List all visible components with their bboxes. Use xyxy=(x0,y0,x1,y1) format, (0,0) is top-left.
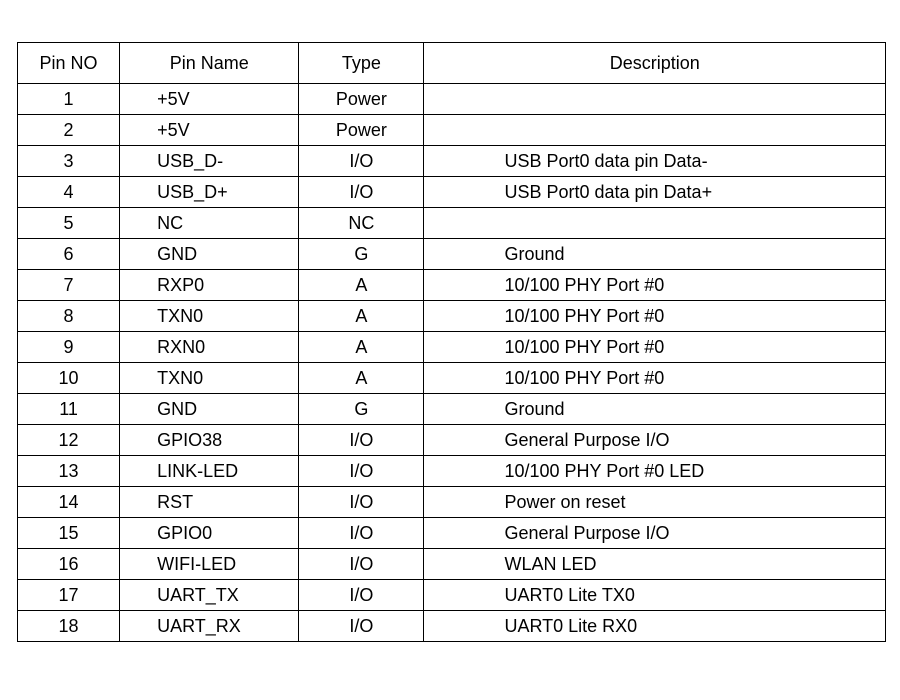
cell-type: I/O xyxy=(299,456,424,487)
table-row xyxy=(18,456,886,487)
cell-pin-name: +5V xyxy=(120,84,299,115)
header-row xyxy=(18,43,886,84)
cell-pin-no: 18 xyxy=(18,611,120,642)
table-row xyxy=(18,549,886,580)
cell-pin-no: 2 xyxy=(18,115,120,146)
header-description: Description xyxy=(424,43,886,84)
cell-type: A xyxy=(299,301,424,332)
cell-description xyxy=(424,115,886,146)
cell-description: UART0 Lite TX0 xyxy=(424,580,886,611)
cell-pin-name: NC xyxy=(120,208,299,239)
cell-pin-no: 3 xyxy=(18,146,120,177)
cell-pin-no: 16 xyxy=(18,549,120,580)
table-row xyxy=(18,518,886,549)
header-type: Type xyxy=(299,43,424,84)
table-row xyxy=(18,611,886,642)
cell-pin-no: 6 xyxy=(18,239,120,270)
cell-type: A xyxy=(299,363,424,394)
cell-pin-name: GND xyxy=(120,394,299,425)
cell-description: General Purpose I/O xyxy=(424,425,886,456)
table-row xyxy=(18,239,886,270)
cell-type: I/O xyxy=(299,487,424,518)
header-pin-no: Pin NO xyxy=(18,43,120,84)
cell-description: USB Port0 data pin Data+ xyxy=(424,177,886,208)
cell-pin-no: 13 xyxy=(18,456,120,487)
cell-type: G xyxy=(299,239,424,270)
cell-description: 10/100 PHY Port #0 xyxy=(424,332,886,363)
pin-table xyxy=(17,42,886,642)
table-row xyxy=(18,177,886,208)
table-row xyxy=(18,84,886,115)
cell-description: 10/100 PHY Port #0 xyxy=(424,301,886,332)
cell-type: A xyxy=(299,332,424,363)
cell-description: Power on reset xyxy=(424,487,886,518)
table-row xyxy=(18,487,886,518)
table-row xyxy=(18,363,886,394)
cell-description: UART0 Lite RX0 xyxy=(424,611,886,642)
cell-pin-no: 11 xyxy=(18,394,120,425)
cell-pin-no: 12 xyxy=(18,425,120,456)
table-row xyxy=(18,394,886,425)
cell-type: I/O xyxy=(299,611,424,642)
cell-pin-name: GPIO0 xyxy=(120,518,299,549)
cell-type: NC xyxy=(299,208,424,239)
cell-description: Ground xyxy=(424,394,886,425)
cell-pin-name: RXN0 xyxy=(120,332,299,363)
cell-type: I/O xyxy=(299,549,424,580)
cell-pin-name: UART_RX xyxy=(120,611,299,642)
cell-pin-name: TXN0 xyxy=(120,363,299,394)
cell-pin-name: GND xyxy=(120,239,299,270)
cell-pin-name: RST xyxy=(120,487,299,518)
cell-description: USB Port0 data pin Data- xyxy=(424,146,886,177)
cell-type: Power xyxy=(299,115,424,146)
cell-description xyxy=(424,208,886,239)
cell-description: WLAN LED xyxy=(424,549,886,580)
cell-type: G xyxy=(299,394,424,425)
header-pin-name: Pin Name xyxy=(120,43,299,84)
cell-type: I/O xyxy=(299,580,424,611)
cell-pin-name: USB_D- xyxy=(120,146,299,177)
cell-pin-no: 8 xyxy=(18,301,120,332)
table-row xyxy=(18,580,886,611)
cell-description xyxy=(424,84,886,115)
cell-pin-no: 15 xyxy=(18,518,120,549)
cell-pin-name: WIFI-LED xyxy=(120,549,299,580)
cell-type: I/O xyxy=(299,146,424,177)
cell-pin-name: +5V xyxy=(120,115,299,146)
table-row xyxy=(18,301,886,332)
cell-pin-no: 10 xyxy=(18,363,120,394)
cell-description: General Purpose I/O xyxy=(424,518,886,549)
cell-description: 10/100 PHY Port #0 LED xyxy=(424,456,886,487)
table-body xyxy=(18,84,886,642)
cell-type: Power xyxy=(299,84,424,115)
cell-pin-name: USB_D+ xyxy=(120,177,299,208)
cell-description: Ground xyxy=(424,239,886,270)
cell-pin-no: 1 xyxy=(18,84,120,115)
cell-type: I/O xyxy=(299,518,424,549)
cell-description: 10/100 PHY Port #0 xyxy=(424,363,886,394)
cell-pin-no: 9 xyxy=(18,332,120,363)
table-row xyxy=(18,208,886,239)
table-header xyxy=(18,43,886,84)
cell-pin-name: TXN0 xyxy=(120,301,299,332)
cell-pin-name: RXP0 xyxy=(120,270,299,301)
cell-type: I/O xyxy=(299,425,424,456)
cell-pin-no: 4 xyxy=(18,177,120,208)
cell-pin-no: 14 xyxy=(18,487,120,518)
cell-pin-no: 7 xyxy=(18,270,120,301)
table-row xyxy=(18,332,886,363)
cell-pin-name: LINK-LED xyxy=(120,456,299,487)
cell-description: 10/100 PHY Port #0 xyxy=(424,270,886,301)
cell-pin-name: UART_TX xyxy=(120,580,299,611)
cell-type: A xyxy=(299,270,424,301)
cell-type: I/O xyxy=(299,177,424,208)
cell-pin-no: 5 xyxy=(18,208,120,239)
cell-pin-no: 17 xyxy=(18,580,120,611)
table-row xyxy=(18,146,886,177)
table-row xyxy=(18,425,886,456)
table-row xyxy=(18,270,886,301)
table-row xyxy=(18,115,886,146)
cell-pin-name: GPIO38 xyxy=(120,425,299,456)
